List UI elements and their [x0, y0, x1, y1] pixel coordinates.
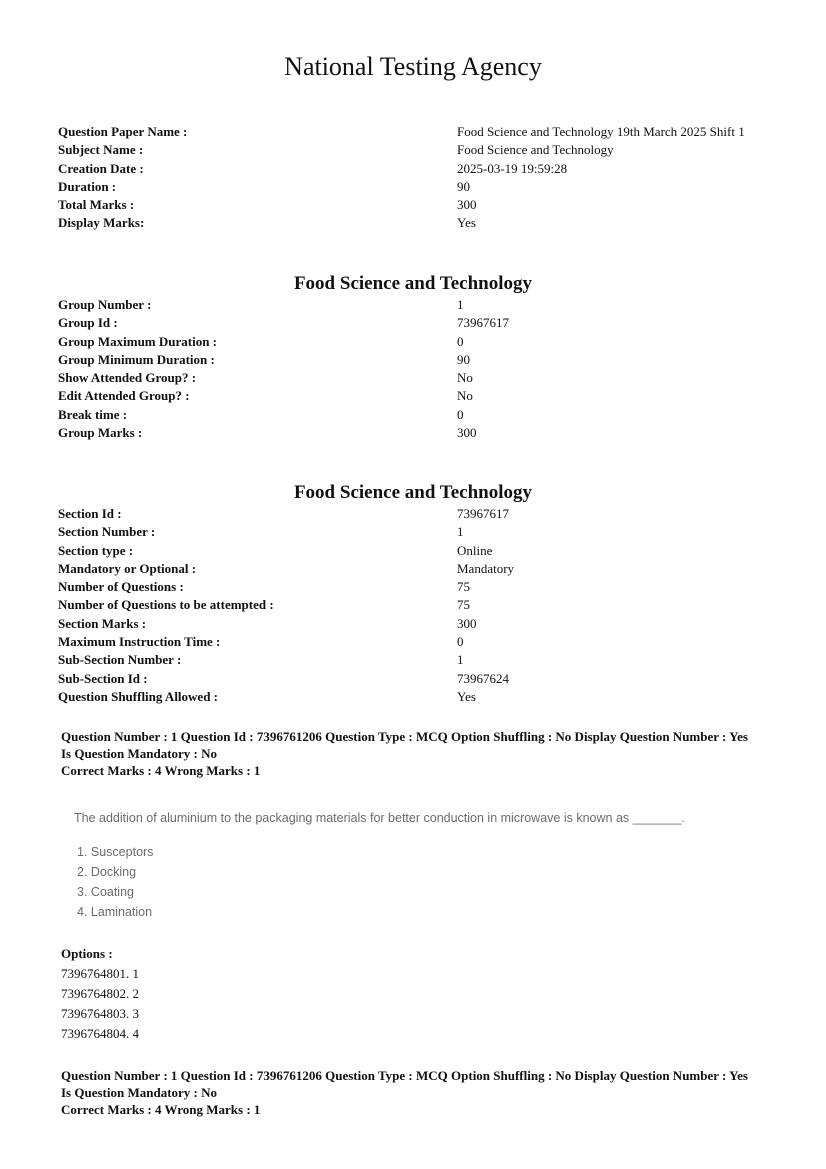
section-info-row — [58, 652, 778, 670]
section-info-row — [58, 543, 778, 561]
info-key: Number of Questions to be attempted : — [58, 597, 274, 613]
info-key: Section Id : — [58, 506, 122, 521]
question-mandatory-line: Is Question Mandatory : No — [61, 1084, 218, 1100]
section-info-row — [58, 524, 778, 542]
paper-info-row — [58, 142, 778, 160]
info-key: Section type : — [58, 542, 134, 558]
question-choice: 2. Docking — [77, 865, 137, 879]
group-info-table — [58, 297, 778, 443]
question-meta-line: Question Number : 1 Question Id : 7396761206 Question Type : MCQ Option Shuffling : No Display Question Number : Yes — [61, 729, 748, 744]
info-value: Online — [457, 542, 493, 558]
info-value: 300 — [457, 197, 477, 213]
info-value: 300 — [457, 615, 477, 631]
paper-info-row — [58, 197, 778, 215]
info-value: No — [457, 388, 473, 404]
info-value: 90 — [457, 178, 470, 194]
group-info-row — [58, 352, 778, 370]
options-label: Options : — [61, 946, 113, 961]
group-info-row — [58, 370, 778, 388]
question-header — [61, 729, 781, 780]
info-value: 0 — [457, 634, 464, 650]
question-choice: 3. Coating — [77, 885, 134, 899]
info-key: Maximum Instruction Time : — [58, 634, 221, 650]
question-choice: 1. Susceptors — [77, 845, 154, 859]
info-value: Yes — [457, 688, 476, 704]
group-heading: Food Science and Technology — [293, 273, 533, 294]
question-image — [62, 800, 762, 930]
info-key: Break time : — [58, 406, 128, 422]
info-value: 1 — [457, 652, 464, 668]
info-key: Creation Date : — [58, 160, 144, 176]
question-marks-line: Correct Marks : 4 Wrong Marks : 1 — [61, 763, 261, 778]
info-value: 90 — [457, 351, 470, 367]
option-item: 7396764802. 2 — [61, 986, 139, 1001]
paper-info-table — [58, 124, 778, 234]
paper-info-row — [58, 124, 778, 142]
info-key: Group Id : — [58, 315, 118, 331]
group-info-row — [58, 407, 778, 425]
info-key: Total Marks : — [58, 197, 135, 213]
group-info-row — [58, 334, 778, 352]
info-key: Display Marks: — [58, 215, 145, 231]
question-text: The addition of aluminium to the packaging materials for better conduction in microwave is known as _______. — [74, 811, 685, 825]
question-choice: 4. Lamination — [77, 905, 153, 919]
info-key: Sub-Section Number : — [58, 652, 182, 668]
section-info-row — [58, 616, 778, 634]
question-meta-line: Question Number : 1 Question Id : 7396761206 Question Type : MCQ Option Shuffling : No Display Question Number : Yes — [61, 1068, 748, 1083]
info-key: Group Number : — [58, 297, 152, 312]
group-info-row — [58, 425, 778, 443]
info-value: 75 — [457, 597, 470, 613]
section-info-row — [58, 561, 778, 579]
info-key: Group Maximum Duration : — [58, 333, 218, 349]
info-key: Sub-Section Id : — [58, 670, 148, 686]
info-key: Question Paper Name : — [58, 124, 188, 139]
info-value: No — [457, 370, 473, 386]
paper-info-row — [58, 161, 778, 179]
info-value: Mandatory — [457, 560, 515, 576]
option-item: 7396764803. 3 — [61, 1006, 139, 1021]
section-info-row — [58, 579, 778, 597]
info-key: Show Attended Group? : — [58, 370, 197, 386]
info-value: 0 — [457, 406, 464, 422]
section-heading: Food Science and Technology — [293, 482, 533, 503]
info-value: 0 — [457, 333, 464, 349]
info-value: Food Science and Technology — [457, 142, 614, 158]
section-info-row — [58, 597, 778, 615]
info-key: Mandatory or Optional : — [58, 560, 197, 576]
page-title: National Testing Agency — [284, 52, 542, 81]
question-marks-line: Correct Marks : 4 Wrong Marks : 1 — [61, 1102, 261, 1117]
info-value: Food Science and Technology 19th March 2025 Shift 1 — [457, 124, 745, 139]
paper-info-row — [58, 215, 778, 233]
section-info-table — [58, 506, 778, 707]
question-header — [61, 1068, 781, 1119]
options-list — [61, 946, 139, 1046]
section-info-row — [58, 506, 778, 524]
question-mandatory-line: Is Question Mandatory : No — [61, 745, 218, 761]
section-info-row — [58, 689, 778, 707]
info-key: Question Shuffling Allowed : — [58, 688, 219, 704]
group-info-row — [58, 315, 778, 333]
info-value: 75 — [457, 579, 470, 595]
paper-info-row — [58, 179, 778, 197]
info-value: 73967617 — [457, 315, 509, 331]
info-key: Section Number : — [58, 524, 156, 540]
info-value: 73967624 — [457, 670, 509, 686]
info-key: Section Marks : — [58, 615, 147, 631]
info-key: Subject Name : — [58, 142, 144, 158]
info-value: 1 — [457, 524, 464, 540]
section-info-row — [58, 671, 778, 689]
info-key: Edit Attended Group? : — [58, 388, 190, 404]
option-item: 7396764804. 4 — [61, 1026, 139, 1041]
info-value: 1 — [457, 297, 464, 312]
section-info-row — [58, 634, 778, 652]
group-info-row — [58, 388, 778, 406]
info-key: Group Minimum Duration : — [58, 351, 215, 367]
info-value: 300 — [457, 425, 477, 441]
info-value: Yes — [457, 215, 476, 231]
option-item: 7396764801. 1 — [61, 966, 139, 981]
info-value: 73967617 — [457, 506, 509, 521]
info-value: 2025-03-19 19:59:28 — [457, 160, 568, 176]
info-key: Duration : — [58, 178, 117, 194]
info-key: Group Marks : — [58, 425, 143, 441]
info-key: Number of Questions : — [58, 579, 184, 595]
group-info-row — [58, 297, 778, 315]
